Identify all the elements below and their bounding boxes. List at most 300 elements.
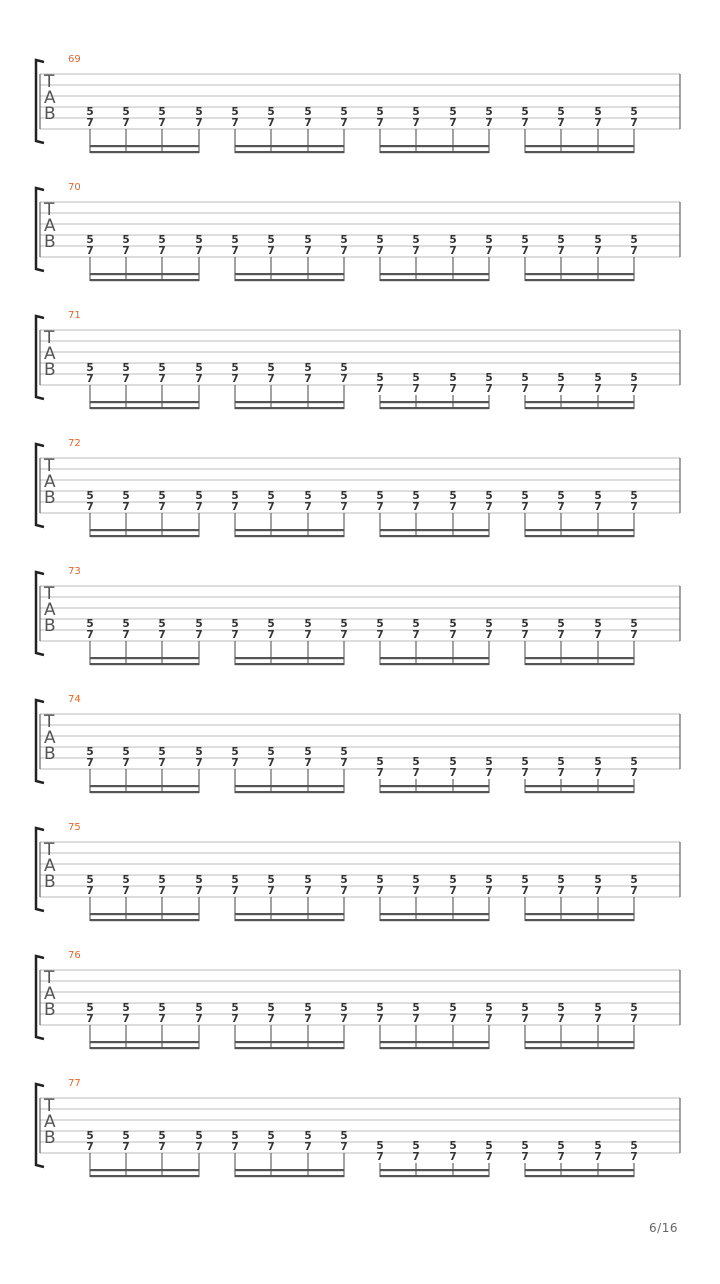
fret-number: 5 xyxy=(231,1002,239,1014)
beam xyxy=(380,279,489,281)
fret-number: 5 xyxy=(449,1140,457,1152)
fret-number: 7 xyxy=(122,885,130,897)
fret-number: 5 xyxy=(304,362,312,374)
fret-number: 7 xyxy=(340,373,348,385)
fret-number: 7 xyxy=(521,1151,529,1163)
fret-number: 7 xyxy=(158,1141,166,1153)
tab-system-70 xyxy=(36,182,680,281)
fret-number: 7 xyxy=(557,245,565,257)
fret-number: 7 xyxy=(594,1013,602,1025)
beam xyxy=(90,151,199,153)
fret-number: 5 xyxy=(122,362,130,374)
fret-number: 7 xyxy=(267,1013,275,1025)
fret-number: 7 xyxy=(376,245,384,257)
tab-clef-letter: B xyxy=(44,360,56,380)
fret-number: 7 xyxy=(231,1013,239,1025)
beam xyxy=(525,913,634,915)
fret-number: 5 xyxy=(594,874,602,886)
tab-system-74 xyxy=(36,694,680,793)
beam xyxy=(90,279,199,281)
fret-number: 7 xyxy=(267,757,275,769)
fret-number: 5 xyxy=(158,874,166,886)
fret-number: 5 xyxy=(412,106,420,118)
fret-number: 5 xyxy=(267,490,275,502)
beam xyxy=(235,529,344,531)
tab-system-72 xyxy=(36,438,680,537)
fret-number: 5 xyxy=(158,106,166,118)
tab-clef-letter: B xyxy=(44,232,56,252)
fret-number: 5 xyxy=(231,1130,239,1142)
tab-clef-letter: T xyxy=(44,328,55,348)
fret-number: 5 xyxy=(557,234,565,246)
fret-number: 5 xyxy=(304,746,312,758)
fret-number: 5 xyxy=(376,234,384,246)
fret-number: 5 xyxy=(122,106,130,118)
fret-number: 5 xyxy=(122,1130,130,1142)
fret-number: 7 xyxy=(521,501,529,513)
tab-system-76 xyxy=(36,950,680,1049)
beam xyxy=(525,529,634,531)
beam xyxy=(90,273,199,275)
fret-number: 5 xyxy=(158,490,166,502)
beam xyxy=(525,145,634,147)
fret-number: 7 xyxy=(267,629,275,641)
tab-system-69 xyxy=(36,54,680,153)
bar-number: 73 xyxy=(68,566,81,577)
fret-number: 5 xyxy=(122,490,130,502)
fret-number: 7 xyxy=(594,767,602,779)
fret-number: 5 xyxy=(485,490,493,502)
fret-number: 5 xyxy=(86,1002,94,1014)
beam xyxy=(380,1047,489,1049)
fret-number: 7 xyxy=(122,117,130,129)
fret-number: 7 xyxy=(122,629,130,641)
beam xyxy=(90,791,199,793)
beam xyxy=(380,663,489,665)
fret-number: 5 xyxy=(86,874,94,886)
fret-number: 7 xyxy=(195,117,203,129)
fret-number: 7 xyxy=(485,501,493,513)
fret-number: 5 xyxy=(557,874,565,886)
fret-number: 5 xyxy=(594,490,602,502)
beam xyxy=(380,407,489,409)
beam xyxy=(380,919,489,921)
fret-number: 7 xyxy=(158,501,166,513)
fret-number: 7 xyxy=(557,767,565,779)
fret-number: 5 xyxy=(521,372,529,384)
fret-number: 5 xyxy=(231,234,239,246)
fret-number: 5 xyxy=(449,372,457,384)
fret-number: 5 xyxy=(267,618,275,630)
fret-number: 7 xyxy=(158,373,166,385)
beam xyxy=(380,1169,489,1171)
beam xyxy=(235,663,344,665)
fret-number: 5 xyxy=(195,1002,203,1014)
beam xyxy=(525,535,634,537)
fret-number: 7 xyxy=(521,767,529,779)
beam xyxy=(90,785,199,787)
fret-number: 7 xyxy=(485,117,493,129)
fret-number: 7 xyxy=(449,885,457,897)
fret-number: 5 xyxy=(267,874,275,886)
bar-number: 70 xyxy=(68,182,81,193)
fret-number: 5 xyxy=(412,1002,420,1014)
beam xyxy=(380,791,489,793)
bar-number: 72 xyxy=(68,438,81,449)
bar-number: 71 xyxy=(68,310,81,321)
tab-clef-letter: T xyxy=(44,72,55,92)
fret-number: 7 xyxy=(231,629,239,641)
beam xyxy=(380,273,489,275)
beam xyxy=(235,785,344,787)
fret-number: 5 xyxy=(340,490,348,502)
fret-number: 5 xyxy=(231,362,239,374)
fret-number: 7 xyxy=(158,1013,166,1025)
fret-number: 5 xyxy=(86,362,94,374)
fret-number: 7 xyxy=(86,1141,94,1153)
fret-number: 7 xyxy=(594,117,602,129)
fret-number: 5 xyxy=(231,106,239,118)
beam xyxy=(90,1175,199,1177)
beam xyxy=(90,401,199,403)
beam xyxy=(235,273,344,275)
fret-number: 5 xyxy=(158,1002,166,1014)
fret-number: 5 xyxy=(449,106,457,118)
fret-number: 5 xyxy=(412,372,420,384)
fret-number: 5 xyxy=(340,746,348,758)
fret-number: 5 xyxy=(304,106,312,118)
fret-number: 7 xyxy=(412,117,420,129)
fret-number: 5 xyxy=(485,1002,493,1014)
fret-number: 7 xyxy=(485,885,493,897)
tab-clef-letter: B xyxy=(44,616,56,636)
fret-number: 5 xyxy=(594,106,602,118)
fret-number: 7 xyxy=(412,767,420,779)
fret-number: 7 xyxy=(267,245,275,257)
tab-clef-letter: A xyxy=(44,344,56,364)
tab-clef-letter: A xyxy=(44,984,56,1004)
fret-number: 7 xyxy=(521,245,529,257)
beam xyxy=(380,529,489,531)
fret-number: 5 xyxy=(195,618,203,630)
beam xyxy=(525,1047,634,1049)
tab-system-77 xyxy=(36,1078,680,1177)
beam xyxy=(380,401,489,403)
fret-number: 7 xyxy=(557,1013,565,1025)
fret-number: 5 xyxy=(231,746,239,758)
fret-number: 5 xyxy=(594,1140,602,1152)
fret-number: 7 xyxy=(304,1141,312,1153)
fret-number: 7 xyxy=(267,373,275,385)
fret-number: 7 xyxy=(86,885,94,897)
bar-number: 74 xyxy=(68,694,81,705)
fret-number: 7 xyxy=(231,1141,239,1153)
fret-number: 5 xyxy=(195,362,203,374)
fret-number: 7 xyxy=(340,1141,348,1153)
fret-number: 5 xyxy=(485,372,493,384)
fret-number: 7 xyxy=(267,1141,275,1153)
fret-number: 5 xyxy=(231,874,239,886)
fret-number: 5 xyxy=(449,618,457,630)
fret-number: 7 xyxy=(376,117,384,129)
fret-number: 7 xyxy=(86,245,94,257)
beam xyxy=(380,1175,489,1177)
fret-number: 7 xyxy=(86,757,94,769)
tab-clef-letter: B xyxy=(44,104,56,124)
fret-number: 7 xyxy=(630,383,638,395)
fret-number: 7 xyxy=(267,885,275,897)
tab-system-75 xyxy=(36,822,680,921)
fret-number: 7 xyxy=(630,501,638,513)
fret-number: 7 xyxy=(412,1013,420,1025)
tab-clef-letter: T xyxy=(44,712,55,732)
fret-number: 7 xyxy=(557,1151,565,1163)
fret-number: 7 xyxy=(630,1013,638,1025)
fret-number: 7 xyxy=(376,767,384,779)
tab-clef-letter: A xyxy=(44,88,56,108)
beam xyxy=(525,785,634,787)
fret-number: 7 xyxy=(122,757,130,769)
beam xyxy=(235,1041,344,1043)
fret-number: 7 xyxy=(195,757,203,769)
fret-number: 7 xyxy=(594,1151,602,1163)
fret-number: 7 xyxy=(267,501,275,513)
fret-number: 7 xyxy=(376,885,384,897)
fret-number: 5 xyxy=(86,234,94,246)
tab-clef-letter: A xyxy=(44,472,56,492)
fret-number: 5 xyxy=(557,756,565,768)
fret-number: 7 xyxy=(521,629,529,641)
fret-number: 5 xyxy=(122,618,130,630)
beam xyxy=(235,151,344,153)
fret-number: 7 xyxy=(449,1013,457,1025)
fret-number: 5 xyxy=(376,490,384,502)
fret-number: 7 xyxy=(485,767,493,779)
fret-number: 7 xyxy=(158,757,166,769)
fret-number: 5 xyxy=(557,106,565,118)
fret-number: 5 xyxy=(449,1002,457,1014)
fret-number: 7 xyxy=(521,117,529,129)
fret-number: 7 xyxy=(86,501,94,513)
fret-number: 7 xyxy=(195,1141,203,1153)
fret-number: 7 xyxy=(122,373,130,385)
tab-clef-letter: T xyxy=(44,968,55,988)
beam xyxy=(235,279,344,281)
fret-number: 5 xyxy=(521,106,529,118)
fret-number: 7 xyxy=(158,629,166,641)
fret-number: 7 xyxy=(376,629,384,641)
fret-number: 5 xyxy=(485,618,493,630)
fret-number: 5 xyxy=(340,1130,348,1142)
fret-number: 7 xyxy=(485,1013,493,1025)
fret-number: 5 xyxy=(195,746,203,758)
fret-number: 5 xyxy=(412,618,420,630)
tab-clef-letter: A xyxy=(44,728,56,748)
fret-number: 5 xyxy=(158,746,166,758)
fret-number: 5 xyxy=(485,1140,493,1152)
fret-number: 7 xyxy=(304,117,312,129)
beam xyxy=(525,657,634,659)
page-number: 6/16 xyxy=(649,1221,678,1235)
fret-number: 7 xyxy=(86,629,94,641)
fret-number: 7 xyxy=(376,501,384,513)
fret-number: 5 xyxy=(376,618,384,630)
fret-number: 5 xyxy=(557,1140,565,1152)
fret-number: 7 xyxy=(122,1141,130,1153)
beam xyxy=(380,657,489,659)
fret-number: 7 xyxy=(304,757,312,769)
fret-number: 7 xyxy=(86,373,94,385)
fret-number: 5 xyxy=(449,490,457,502)
fret-number: 5 xyxy=(630,372,638,384)
fret-number: 7 xyxy=(304,245,312,257)
fret-number: 7 xyxy=(231,501,239,513)
fret-number: 5 xyxy=(557,618,565,630)
fret-number: 7 xyxy=(449,767,457,779)
beam xyxy=(380,913,489,915)
fret-number: 7 xyxy=(231,245,239,257)
fret-number: 5 xyxy=(376,372,384,384)
fret-number: 7 xyxy=(594,383,602,395)
fret-number: 7 xyxy=(485,245,493,257)
beam xyxy=(525,407,634,409)
fret-number: 7 xyxy=(630,245,638,257)
fret-number: 7 xyxy=(340,501,348,513)
fret-number: 5 xyxy=(630,874,638,886)
fret-number: 5 xyxy=(267,362,275,374)
fret-number: 7 xyxy=(630,629,638,641)
beam xyxy=(525,791,634,793)
fret-number: 7 xyxy=(630,885,638,897)
bar-number: 75 xyxy=(68,822,81,833)
fret-number: 7 xyxy=(594,629,602,641)
beam xyxy=(235,913,344,915)
fret-number: 7 xyxy=(376,1013,384,1025)
fret-number: 5 xyxy=(376,106,384,118)
fret-number: 7 xyxy=(195,629,203,641)
fret-number: 5 xyxy=(304,490,312,502)
beam xyxy=(525,273,634,275)
fret-number: 7 xyxy=(485,629,493,641)
fret-number: 5 xyxy=(376,1140,384,1152)
beam xyxy=(90,1169,199,1171)
fret-number: 7 xyxy=(195,373,203,385)
beam xyxy=(90,145,199,147)
fret-number: 5 xyxy=(521,234,529,246)
fret-number: 7 xyxy=(630,117,638,129)
fret-number: 5 xyxy=(122,874,130,886)
beam xyxy=(525,919,634,921)
fret-number: 5 xyxy=(340,874,348,886)
beam xyxy=(235,535,344,537)
fret-number: 5 xyxy=(304,1002,312,1014)
fret-number: 7 xyxy=(630,1151,638,1163)
fret-number: 5 xyxy=(86,490,94,502)
fret-number: 7 xyxy=(340,629,348,641)
fret-number: 7 xyxy=(340,1013,348,1025)
beam xyxy=(235,657,344,659)
fret-number: 5 xyxy=(630,490,638,502)
fret-number: 5 xyxy=(376,874,384,886)
bar-number: 76 xyxy=(68,950,81,961)
tab-clef-letter: A xyxy=(44,600,56,620)
fret-number: 7 xyxy=(557,629,565,641)
fret-number: 7 xyxy=(521,885,529,897)
fret-number: 5 xyxy=(412,234,420,246)
tab-clef-letter: A xyxy=(44,856,56,876)
beam xyxy=(90,529,199,531)
tab-clef-letter: T xyxy=(44,1096,55,1116)
tab-clef-letter: T xyxy=(44,456,55,476)
fret-number: 5 xyxy=(485,234,493,246)
fret-number: 5 xyxy=(158,618,166,630)
fret-number: 5 xyxy=(158,362,166,374)
fret-number: 7 xyxy=(449,629,457,641)
fret-number: 5 xyxy=(340,618,348,630)
fret-number: 7 xyxy=(340,245,348,257)
beam xyxy=(90,657,199,659)
fret-number: 5 xyxy=(340,1002,348,1014)
beam xyxy=(235,1047,344,1049)
fret-number: 5 xyxy=(521,1002,529,1014)
tab-clef-letter: T xyxy=(44,200,55,220)
fret-number: 7 xyxy=(449,383,457,395)
fret-number: 7 xyxy=(449,117,457,129)
fret-number: 7 xyxy=(304,629,312,641)
fret-number: 5 xyxy=(594,372,602,384)
fret-number: 7 xyxy=(86,1013,94,1025)
beam xyxy=(525,1041,634,1043)
fret-number: 5 xyxy=(630,1002,638,1014)
fret-number: 5 xyxy=(485,874,493,886)
fret-number: 7 xyxy=(195,1013,203,1025)
beam xyxy=(90,1047,199,1049)
fret-number: 7 xyxy=(304,373,312,385)
fret-number: 5 xyxy=(158,1130,166,1142)
fret-number: 5 xyxy=(521,490,529,502)
beam xyxy=(90,407,199,409)
fret-number: 7 xyxy=(412,1151,420,1163)
fret-number: 5 xyxy=(267,106,275,118)
fret-number: 5 xyxy=(449,874,457,886)
fret-number: 7 xyxy=(412,501,420,513)
fret-number: 7 xyxy=(521,1013,529,1025)
fret-number: 7 xyxy=(594,245,602,257)
fret-number: 5 xyxy=(521,1140,529,1152)
tab-clef-letter: B xyxy=(44,872,56,892)
fret-number: 7 xyxy=(122,501,130,513)
fret-number: 5 xyxy=(195,234,203,246)
fret-number: 7 xyxy=(158,117,166,129)
beam xyxy=(235,1169,344,1171)
fret-number: 7 xyxy=(158,885,166,897)
fret-number: 7 xyxy=(231,117,239,129)
beam xyxy=(90,663,199,665)
fret-number: 5 xyxy=(267,1130,275,1142)
fret-number: 7 xyxy=(304,885,312,897)
fret-number: 5 xyxy=(557,372,565,384)
fret-number: 5 xyxy=(594,756,602,768)
fret-number: 5 xyxy=(449,234,457,246)
fret-number: 5 xyxy=(304,618,312,630)
fret-number: 5 xyxy=(376,1002,384,1014)
fret-number: 5 xyxy=(304,1130,312,1142)
fret-number: 7 xyxy=(195,245,203,257)
fret-number: 5 xyxy=(158,234,166,246)
fret-number: 7 xyxy=(485,383,493,395)
fret-number: 7 xyxy=(412,885,420,897)
fret-number: 5 xyxy=(557,490,565,502)
